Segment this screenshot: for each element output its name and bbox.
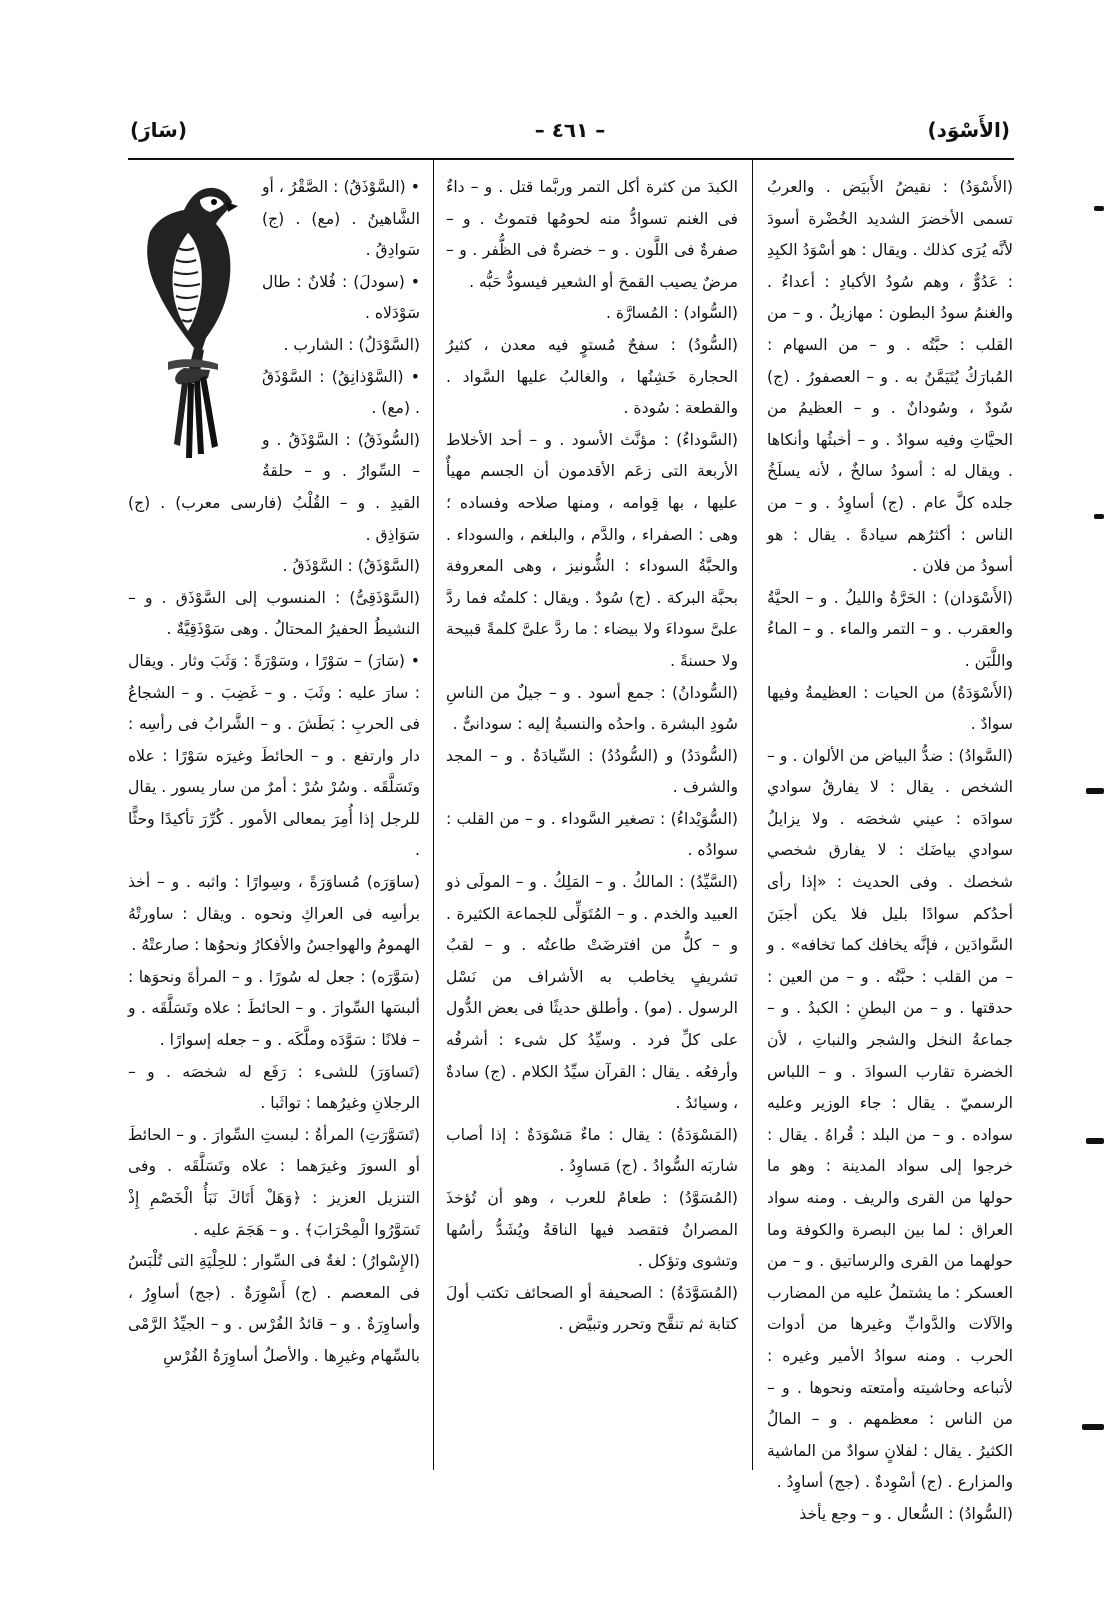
entry-paragraph: (السَّوْذَقُ) : السَّوْذَقُ . [282,557,420,576]
entry-paragraph: (تَسَوَّرَتِ) المرأةُ : لبستِ السِّوارَ . و – الحائطَ أو السورَ وغيرَهما : علاه وتَسَلَّقَه . وفى التنزيل العزيز : ﴿وَهَلْ أَتَاكَ نَبَأُ الْخَصْمِ إِذْ تَسَوَّرُوا الْمِحْرَابَ﴾ . و – هَجَمَ عليه . [128,1125,420,1239]
margin-mark [1082,1424,1104,1430]
entry-paragraph: (الأَسْوَدُ) : نقيضُ الأَبيَض . والعربُ تسمى الأخضرَ الشديد الخُضْرة أسودَ لأنَّه يُرَى كذلك . ويقال : هو أسْوَدُ الكبِدِ : عَدُوٌّ ، وهم سُودُ الأكبادِ : أعداءُ . والغنمُ سودُ البطون : مهازيلُ . و – من القلب : حبَّتُه . و – من السهام : المُبارَكُ يُتَيَمَّنُ به . و – العصفورُ . (ج) سُودٌ ، وسُودانٌ . و – العظيمُ من الحيَّاتِ وفيه سوادٌ . و – أخبثُها وأنكاها . ويقال له : أسودُ سالخٌ ، لأنه يسلَخُ جلده كلَّ عام . (ج) أساوِدُ . و – من الناس : أكثرُهم سيادةً . يقال : هو أسودُ من فلان . [767,178,1013,576]
entry-paragraph: • (السَّوْذانِقُ) : السَّوْذَقُ . (مع) . [262,367,420,418]
falcon-illustration [128,172,254,462]
entry-paragraph: (الأَسْوَدان) : الحَرَّةُ والليلُ . و – الحيَّةُ والعقرب . و – التمر والماء . و – الماءُ واللَّبَن . [767,588,1013,670]
margin-marks [1070,0,1110,1603]
entry-paragraph: (الإِسْوارُ) : لغةٌ فى السِّوار : للحِلْيَةِ التى تُلْبَسُ فى المعصم . (ج) أَسْوِرَةٌ . (جج) أساوِرُ ، وأساوِرَةٌ . و – قائدُ الفُرْس . و – الجيِّدُ الرَّمْى بالسِّهام وغيرِها . والأصلُ أساوِرَةُ الفُرْسِ [128,1252,420,1365]
entry-paragraph: • (سَارَ) – سَوْرًا ، وسَوْرَةً : وَثَبَ وثار . ويقال : سارَ عليه : وثَبَ . و – غَضِبَ . و – الشجاعُ فى الحربِ : بَطَشَ . و – الشَّرابُ فى رأسِه : دار وارتفع . و – الحائطَ وغيرَه سَوْرًا : علاه وتَسَلَّقَه . وسُرْ سُرْ : أمرٌ من سار يسور . يقال للرجل إذا أُمِرَ بمعالى الأمور . كُرِّرَ تأكيدًا وحثًّا . [128,651,420,860]
entry-paragraph: (السَّوادُ) : ضدُّ البياض من الألوان . و – الشخص . يقال : لا يفارقُ سوادي سوادَه : عيني شخصَه . ولا يزايلُ سوادي بياضَك : لا يفارق شخصي شخصك . وفى الحديث : «إذا رأى أحدُكم سوادًا بليل فلا يكن أجبَنَ السَّوادَين ، فإنَّه يخافك كما تخافه» . و – من القلب : حبَّتُه . و – من العين : حدقتها . و – من البطنِ : الكبدُ . و – جماعةُ النخل والشجر والنباتِ ، لأن الخضرة تقارب السوادَ . و – اللباس الرسميّ . يقال : جاء الوزير وعليه سواده . و – من البلد : قُراهُ . يقال : خرجوا إلى سواد المدينة : وهو ما حولها من القرى والريف . ومنه سواد العراق : لما بين البصرة والكوفة وما حولهما من القرى والرساتيق . و – من العسكر : ما يشتملُ عليه من المضارب والآلات والدَّوابِّ وغيرها من أدوات الحرب . ومنه سوادُ الأمير وغيره : لأتباعه وحاشيته وأمتعته ونحوها . و – من الناس : معظمهم . و – المالُ الكثيرُ . يقال : لفلانٍ سوادٌ من الماشية والمزارع . (ج) أسْوِدةٌ . (جج) أساوِدُ . [767,746,1013,1492]
column-divider-left [433,160,434,1470]
margin-mark [1094,206,1104,211]
entry-paragraph: (سَوَّرَه) : جعل له سُورًا . و – المرأةَ ونحوَها : ألبسَها السِّوارَ . و – الحائطَ : علاه وتَسَلَّقَه . و – فلانًا : سَوَّدَه وملَّكَه . و – جعله إسوارًا . [128,967,420,1050]
entry-paragraph: (السُّوذَقُ) : السَّوْذَقُ . و – السِّوارُ . و – حلقةُ القيدِ . و – القُلْبُ (فارسى معرب) . (ج) سَوَاذِق . [128,430,420,544]
entry-paragraph: (السَّوداءُ) : مؤنَّث الأسود . و – أحد الأخلاط الأربعة التى زعَم الأقدمون أن الجسم مهيأٌ عليها ، بها قِوامه ، ومنها صلاحه وفساده ؛ وهى : الصفراء ، والدَّم ، والبلغم ، والسوداء . والحبَّةُ السوداء : الشُّونيز ، وهى المعروفة بحبَّة البركة . (ج) سُودٌ . ويقال : كلمتُه فما ردَّ علىَّ سوداءَ ولا بيضاء : ما ردَّ علىَّ كلمةً قبيحة ولا حسنةً . [446,430,738,670]
margin-mark [1086,1138,1104,1144]
header-entry-first: (الأَسْوَد) [927,118,1010,142]
column-divider-right [752,160,753,1470]
column-right [767,172,1013,1523]
entry-paragraph: (السُّوادُ) : السُّعال . و – وجع يأخذ [799,1504,1013,1523]
entry-paragraph: (السَّوْذَقِىُّ) : المنسوب إلى السَّوْذَق . و – النشيطُ الحفيرُ المحتالُ . وهى سَوْذَقِيَّةٌ . [128,588,420,639]
entry-paragraph: الكبدَ من كثرة أكل التمر وربَّما قتل . و – داءٌ فى الغنم تسوادُّ منه لحومُها فتموتُ . و – صفرةٌ فى اللَّون . و – خضرةٌ فى الظُّفر . و – مرضٌ يصيب القمحَ أو الشعير فيسودُّ حَبُّه . [446,178,738,291]
entry-paragraph: (السُّودُ) : سفحٌ مُستوٍ فيه معدن ، كثيرُ الحجارة خَشِنُها ، والغالبُ عليها السَّواد . والقطعة : سُودة . [446,335,738,418]
page-number: – ٤٦١ – [534,118,606,142]
entry-paragraph: (السَّوْدَلُ) : الشارب . [283,335,420,354]
entry-paragraph: (السُّواد) : المُسارَّة . [605,304,738,323]
entry-paragraph: (المَسْوَدَةُ) : يقال : ماءٌ مَسْوَدَةٌ : إذا أصاب شاربَه السُّوادُ . (ج) مَساوِدُ . [446,1125,738,1176]
column-left [128,172,420,1467]
margin-mark [1094,514,1104,519]
header-entry-last: (سَارَ) [130,118,187,142]
page-header [130,118,1010,158]
entry-paragraph: (السُّودَدُ) و (السُّودُدُ) : السِّيادَةُ . و – المجد والشرف . [446,746,738,797]
entry-paragraph: (ساوَرَه) مُساوَرَةً ، وسِوارًا : واثبه . و – أخذ برأسِه فى العراكِ ونحوه . ويقال : ساورتْهُ الهمومُ والهواجسُ والأفكارُ ونحوُها : صارعتْهُ . [128,873,420,955]
margin-mark [1086,788,1104,794]
entry-paragraph: (السُّودانُ) : جمع أسود . و – جيلٌ من الناسِ سُودِ البشرة . واحدُه والنسبةُ إليه : سودانىٌّ . [446,683,738,734]
entry-paragraph: (السُّوَيْداءُ) : تصغير السَّوداء . و – من القلب : سوادُه . [446,809,738,860]
entry-paragraph: (المُسَوَّدَةُ) : الصحيفة أو الصحائف تكتب أولَ كتابة ثم تنقَّح وتحرر وتبيَّض . [446,1283,738,1334]
entry-paragraph: • (السَّوْذَقُ) : الصَّقْرُ ، أو الشَّاهينُ . (مع) . (ج) سَوادِقُ . [262,178,420,260]
header-rule [128,158,1014,160]
entry-paragraph: (السَّيِّدُ) : المالكُ . و – المَلِكُ . و – المولَى ذو العبيد والخدم . و – المُتَوَلِّى للجماعة الكثيرة . و – كلُّ من افترضَتْ طاعتُه . و – لقبُ تشريفٍ يخاطب به الأشراف من نَسْل الرسول . (مو) . وأطلق حديثًا فى بعض الدُّول على كلِّ فرد . وسيِّدُ كل شىء : أشرفُه وأرفعُه . يقال : القرآن سيِّدُ الكلام . (ج) سادةٌ ، وسيائدُ . [446,873,738,1113]
entry-paragraph: • (سودلَ) : فُلانٌ : طال سَوْدَلاه . [262,272,420,323]
entry-paragraph: (المُسَوَّدُ) : طعامٌ للعرب ، وهو أن تُؤخذَ المصرانُ فتقصد فيها الناقةُ ويُشَدُّ رأسُها وتشوى وتؤكل . [446,1189,738,1271]
column-middle [446,172,738,1467]
falcon-icon [128,172,254,462]
entry-paragraph: (الأَسْوَدَةُ) من الحيات : العظيمةُ وفيها سوادٌ . [767,683,1013,734]
entry-paragraph: (تَساوَرَ) للشىء : رَفَع له شخصَه . و – الرجلانِ وغيرُهما : تواثَبا . [128,1062,420,1113]
